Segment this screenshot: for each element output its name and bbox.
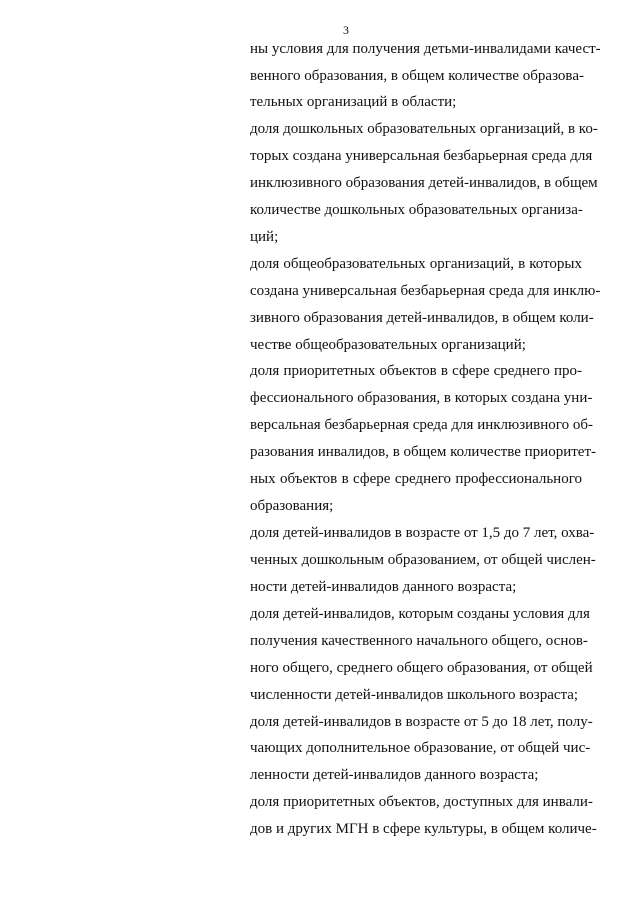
text-line: доля дошкольных образовательных организаций, в ко- [250,121,598,137]
text-line: венного образования, в общем количестве образова- [250,68,584,84]
text-line: ного общего, среднего общего образования, от общей [250,660,593,676]
text-line: ций; [250,229,279,245]
text-line: доля приоритетных объектов в сфере среднего про- [250,363,582,379]
text-line: фессионального образования, в которых создана уни- [250,390,593,406]
text-line: честве общеобразовательных организаций; [250,337,526,353]
text-line: доля детей-инвалидов в возрасте от 1,5 до 7 лет, охва- [250,525,595,541]
text-line: доля детей-инвалидов в возрасте от 5 до 18 лет, полу- [250,714,593,730]
text-line: дов и других МГН в сфере культуры, в общем количе- [250,821,597,837]
text-line: доля общеобразовательных организаций, в которых [250,256,582,272]
text-line: торых создана универсальная безбарьерная среда для [250,148,593,164]
text-line: чающих дополнительное образование, от общей чис- [250,740,591,756]
text-line: инклюзивного образования детей-инвалидов, в общем [250,175,598,191]
text-line: ленности детей-инвалидов данного возраста; [250,767,539,783]
text-line: разования инвалидов, в общем количестве приоритет- [250,444,596,460]
text-line: образования; [250,498,334,514]
text-line: численности детей-инвалидов школьного возраста; [250,687,579,703]
text-line: доля приоритетных объектов, доступных для инвали- [250,794,593,810]
page-number: 3 [343,23,349,37]
text-line: ных объектов в сфере среднего профессионального [250,471,582,487]
text-line: ности детей-инвалидов данного возраста; [250,579,517,595]
text-line: зивного образования детей-инвалидов, в общем коли- [250,310,594,326]
text-line: получения качественного начального общего, основ- [250,633,588,649]
text-line: доля детей-инвалидов, которым созданы условия для [250,606,590,622]
text-line: ченных дошкольным образованием, от общей числен- [250,552,596,568]
text-line: тельных организаций в области; [250,94,457,110]
text-line: ны условия для получения детьми-инвалидами качест- [250,41,601,57]
text-line: версальная безбарьерная среда для инклюзивного об- [250,417,593,433]
text-line: количестве дошкольных образовательных организа- [250,202,583,218]
text-line: создана универсальная безбарьерная среда для инклю- [250,283,601,299]
